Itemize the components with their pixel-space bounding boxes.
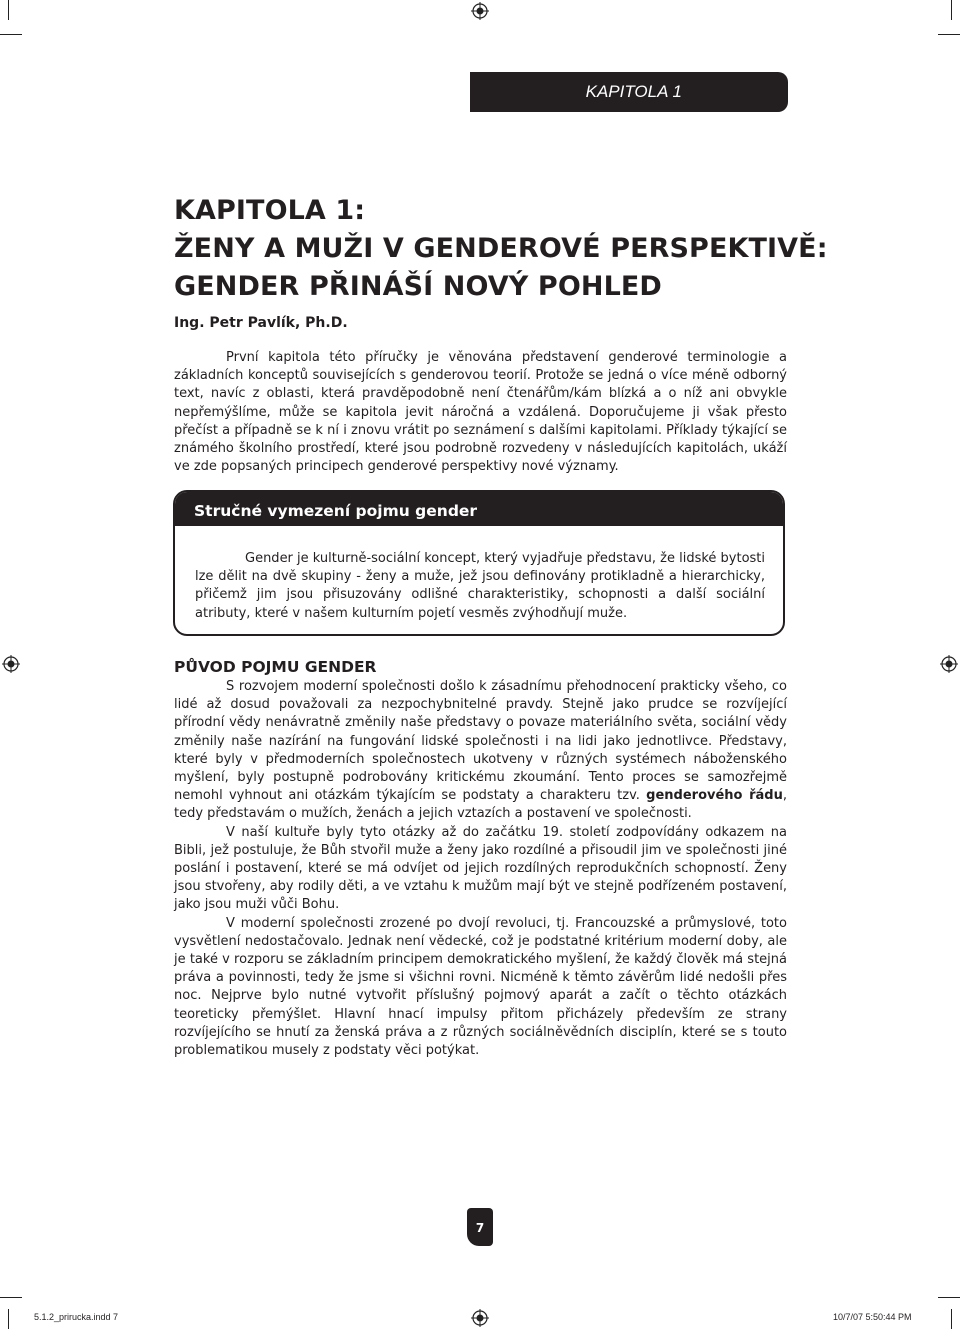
section-paragraph-3: V moderní společnosti zrozené po dvojí revoluci, tj. Francouzské a průmyslové, toto vysvětlení nedostačovalo. Jednak není vědecké, což je podstatné kritérium moderní doby, ale je také v rozporu se základním principem demokratického myšlení, že každý člověk má stejná práva a povinnosti, tedy že jsme si všichni rovni. Nicméně k těmto závěrům lidé nedošli přes noc. Nejprve bylo nutné vytvořit příslušný pojmový aparát a začít o těchto otázkách teoreticky přemýšlet. Hlavní hnací impulsy přitom přicházely především ze strany rozvíjejícího se hnutí za ženská práva a z různých sociálněvědních disciplín, které se s touto problematikou musely z podstaty věci potýkat.	[174, 915, 787, 1059]
section-paragraph-2: V naší kultuře byly tyto otázky až do začátku 19. století zodpovídány odkazem na Bibli, jež postuluje, že Bůh stvořil muže a ženy jako rozdílné a přisoudil jim ve společnosti jiné poslání i postavení, které se má odvíjet od jejich rozdílných reprodukčních schopností. Ženy jsou stvořeny, aby rodily děti, a ve vztahu k mužům mají být ve stejně podřízeném postavení, jako jsou muži vůči Bohu.	[174, 824, 787, 913]
definition-text: Gender je kulturně-sociální koncept, který vyjadřuje představu, že lidské bytosti lze dělit na dvě skupiny - ženy a muže, jež jsou definovány protikladně a hierarchicky, přičemž jim jsou přisuzovány odlišné charakteristiky, schopnosti a další sociální atributy, které v našem kulturním pojetí vesměs zvýhodňují muže.	[195, 551, 766, 621]
registration-mark-icon	[2, 655, 20, 673]
crop-mark	[938, 34, 960, 35]
definition-box-heading: Stručné vymezení pojmu gender	[175, 492, 783, 526]
chapter-title	[174, 192, 828, 306]
section-body	[174, 678, 787, 1060]
chapter-title-line: KAPITOLA 1:	[174, 195, 366, 226]
emphasis-term: genderového řádu	[646, 788, 783, 804]
footer-timestamp: 10/7/07 5:50:44 PM	[833, 1312, 912, 1322]
paragraph-text: , tedy představám o mužích, ženách a jejich vztazích a postavení ve společnosti.	[174, 788, 788, 822]
crop-mark	[8, 1309, 9, 1329]
page-number: 7	[467, 1208, 493, 1246]
footer-file-name: 5.1.2_prirucka.indd 7	[34, 1312, 119, 1322]
crop-mark	[951, 1309, 952, 1329]
crop-mark	[951, 0, 952, 20]
intro-text: První kapitola této příručky je věnována představení genderové terminologie a základních konceptů souvisejících s genderovou teorií. Protože se jedná o více méně odborný text, navíc z oblasti, která pravděpodobně není čtenářům/kám blízká a o níž ani obvykle nepřemýšlíme, může se kapitola jevit náročná a vzdálená. Doporučujeme ji však přesto přečíst a případně se k ní i znovu vrátit po seznámení s dalšími kapitolami. Příklady týkající se známého školního prostředí, které jsou podrobně rozvedeny v následujících kapitolách, ukáží ve zde popsaných principech genderové perspektivy nové významy.	[174, 350, 787, 475]
section-heading: PŮVOD POJMU GENDER	[174, 658, 377, 676]
chapter-title-line: ŽENY A MUŽI V GENDEROVÉ PERSPEKTIVĚ:	[174, 233, 828, 264]
crop-mark	[8, 0, 9, 20]
registration-mark-icon	[471, 1309, 489, 1327]
registration-mark-icon	[471, 2, 489, 20]
chapter-title-line: GENDER PŘINÁŠÍ NOVÝ POHLED	[174, 271, 662, 302]
section-paragraph-1	[174, 678, 787, 824]
crop-mark	[0, 1297, 22, 1298]
intro-paragraph	[174, 349, 787, 476]
definition-box	[173, 490, 785, 636]
paragraph-text: S rozvojem moderní společnosti došlo k zásadnímu přehodnocení prakticky všeho, co lidé až dosud považovali za nezpochybnitelné pravdy. Stejně jako prudce se rozvíjející přírodní vědy nenávratně změnily naše představy o povaze materiálního světa, sociální vědy změnily naše nazírání na fungování lidské společnosti i na lidi jako jednotlivce. Představy, které byly v předmoderních společnostech ukotveny v různých systémech náboženského myšlení, byly postupně podrobovány kritickému zkoumání. Tento proces se samozřejmě nemohl vyhnout ani otázkám týkajícím se podstaty a charakteru tzv.	[174, 679, 787, 804]
author: Ing. Petr Pavlík, Ph.D.	[174, 315, 348, 331]
registration-mark-icon	[940, 655, 958, 673]
crop-mark	[0, 34, 22, 35]
crop-mark	[938, 1297, 960, 1298]
chapter-tab: KAPITOLA 1	[470, 72, 788, 112]
definition-box-text	[195, 550, 765, 623]
